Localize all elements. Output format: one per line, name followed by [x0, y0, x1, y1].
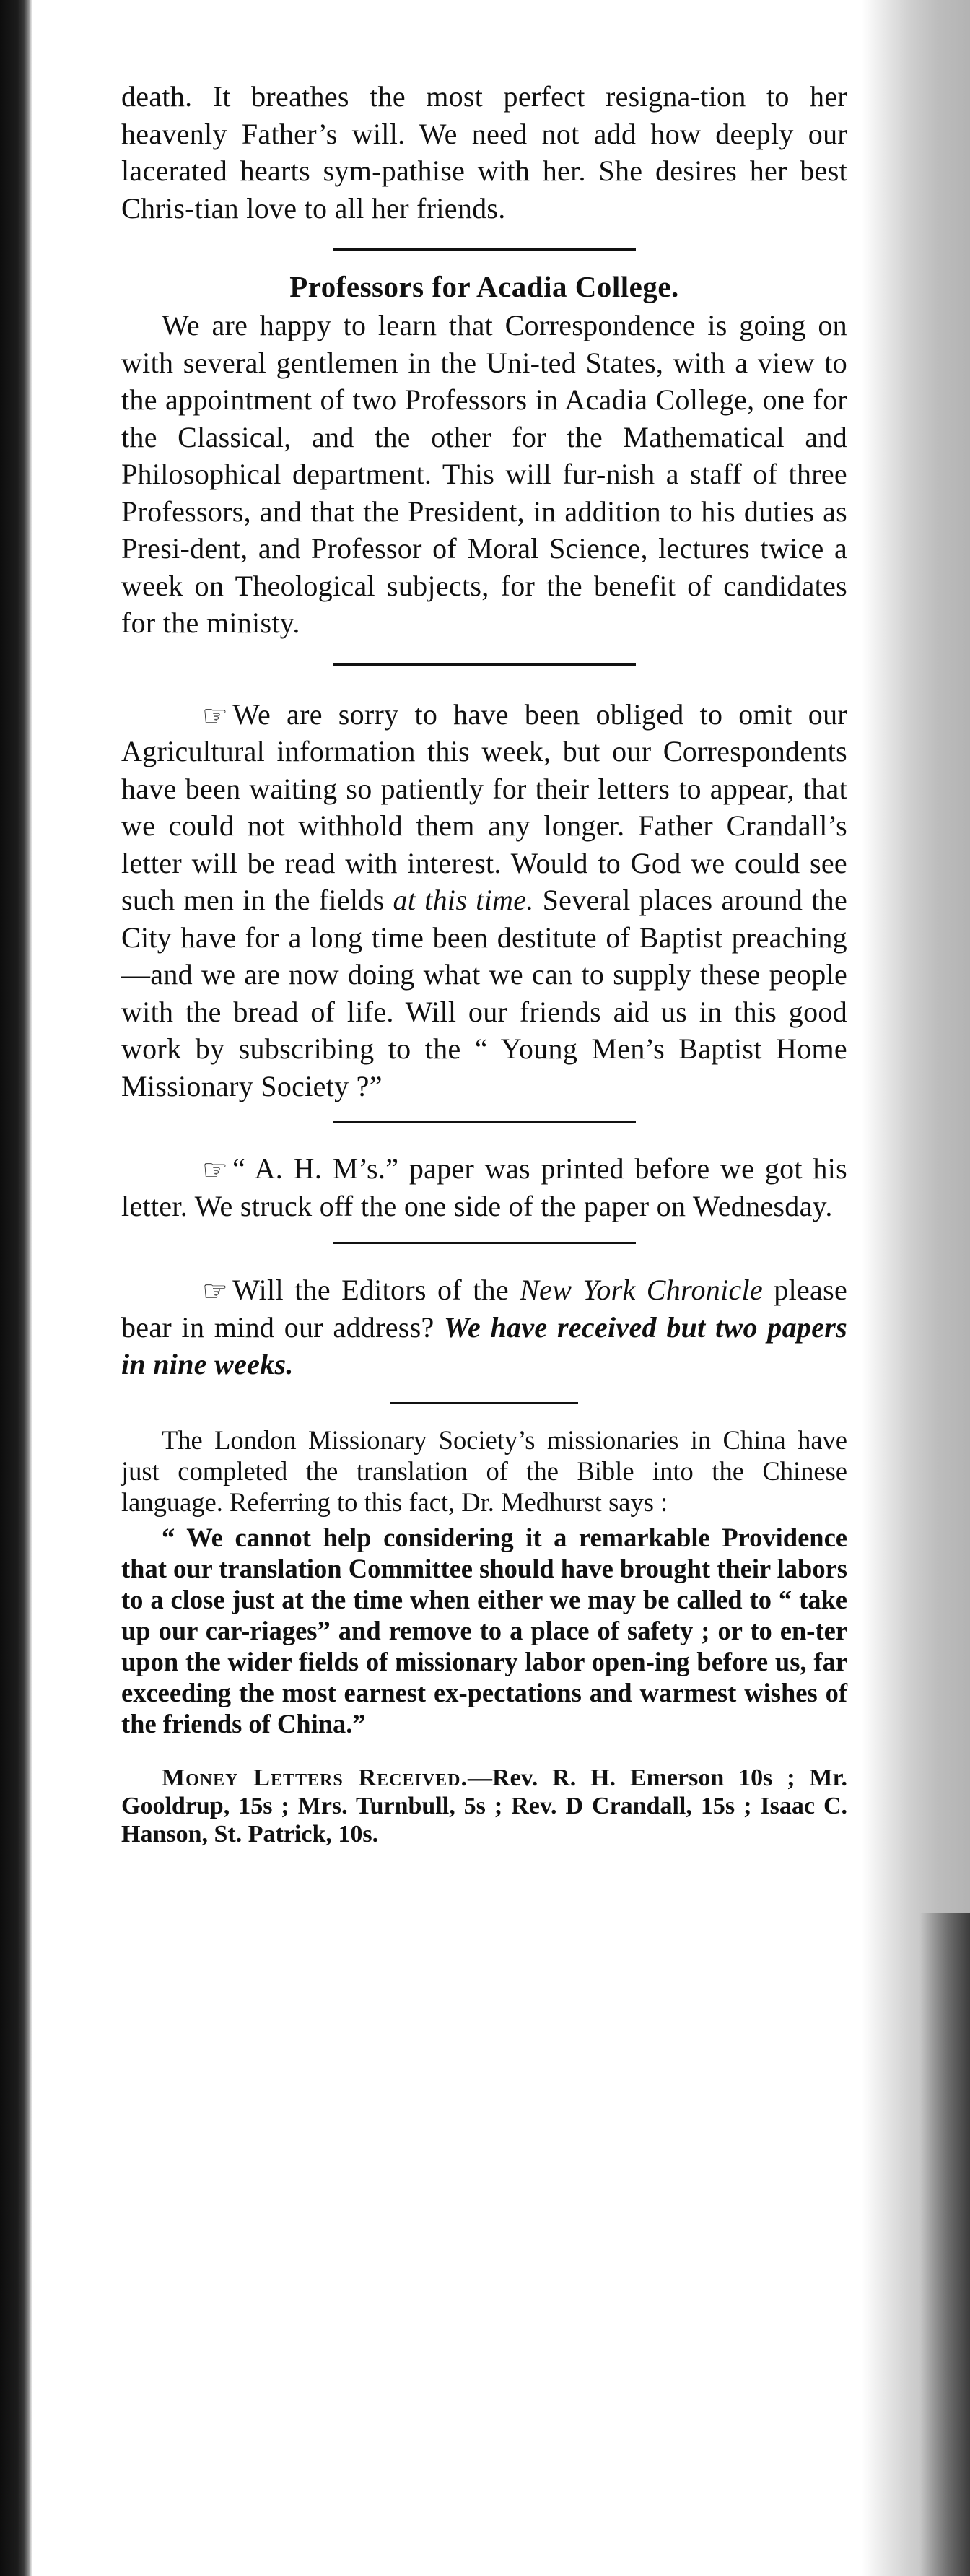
notice-editors-text-a: Will the Editors of the [232, 1274, 520, 1306]
article-body-acadia: We are happy to learn that Correspondence is going on with several gentlemen in the Uni-ted States, with a view to the appointment of two Professors in Acadia College, one for the Classical, and the other for the Mathematical and Philosophical department. This will fur-nish a staff of three Professors, and that the President, in addition to his duties as Presi-dent, and Professor of Moral Science, lectures twice a week on Theological subjects, for the benefit of candidates for the ministy. [121, 309, 847, 639]
article-heading-acadia: Professors for Acadia College. [289, 270, 679, 303]
pointing-hand-icon: ☞ [202, 1275, 229, 1307]
notice-ahm [121, 1150, 847, 1224]
article-missionary-intro: The London Missionary Society’s missionaries in China have just completed the translation of the Bible into the Chinese language. Referring to this fact, Dr. Medhurst says : [121, 1424, 847, 1517]
section-divider [390, 1402, 578, 1404]
intro-paragraph: death. It breathes the most perfect resigna-tion to her heavenly Father’s will. We need not add how deeply our lacerated hearts sym-pathise with her. She desires her best Chris-tian love to all her friends. [121, 80, 847, 225]
section-divider [333, 248, 636, 251]
notice-editors-emphasis-a: New York Chronicle [520, 1274, 764, 1306]
notice-editors-text-b: please bear in mind our address? [121, 1274, 848, 1344]
pointing-hand-icon: ☞ [202, 699, 229, 732]
notice-editors-emphasis-b: We have received but two papers in nine weeks. [121, 1310, 847, 1380]
section-divider [333, 1121, 636, 1123]
notice-agricultural-text-a: We are sorry to have been obliged to omit our Agricultural information this week, but our Correspondents have been waiting so patiently for their letters to appear, that we could not withhold them any longer. Father Crandall’s letter will be read with interest. Would to God we could see such men in the fields [121, 697, 847, 916]
pointing-hand-icon: ☞ [202, 1154, 229, 1186]
article-missionary-quote: “ We cannot help considering it a remarkable Providence that our translation Committee should have brought their labors to a close just at the time when either we may be called to “ take up our car-riages” and remove to a place of safety ; or to en-ter upon the wider fields of missionary labor open-ing before us, far exceeding the most earnest ex-pectations and warmest wishes of the friends of China.” [121, 1522, 847, 1739]
money-letters-received [121, 1764, 847, 1848]
money-letters-label: Money Letters Received. [162, 1764, 468, 1791]
newspaper-column [121, 69, 847, 1848]
scan-binding-edge [0, 0, 32, 2576]
money-letters-text: —Rev. R. H. Emerson 10s ; Mr. Gooldrup, 15s ; Mrs. Turnbull, 5s ; Rev. D Crandall, 15s ; Isaac C. Hanson, St. Patrick, 10s. [121, 1764, 847, 1848]
scan-shadow-edge [919, 1913, 970, 2576]
notice-agricultural [121, 696, 847, 1105]
notice-ahm-text: “ A. H. M’s.” paper was printed before we got his letter. We struck off the one side of the paper on Wednesday. [121, 1152, 847, 1222]
notice-agricultural-emphasis: at this time. [393, 884, 534, 916]
notice-agricultural-text-b: Several places around the City have for a long time been destitute of Baptist preaching—and we are now doing what we can to supply these people with the bread of life. Will our friends aid us in this good work by subscribing to the “ Young Men’s Baptist Home Missionary Society ?” [121, 884, 848, 1102]
notice-editors [121, 1271, 847, 1383]
section-divider [333, 1242, 636, 1244]
section-divider [333, 663, 636, 666]
